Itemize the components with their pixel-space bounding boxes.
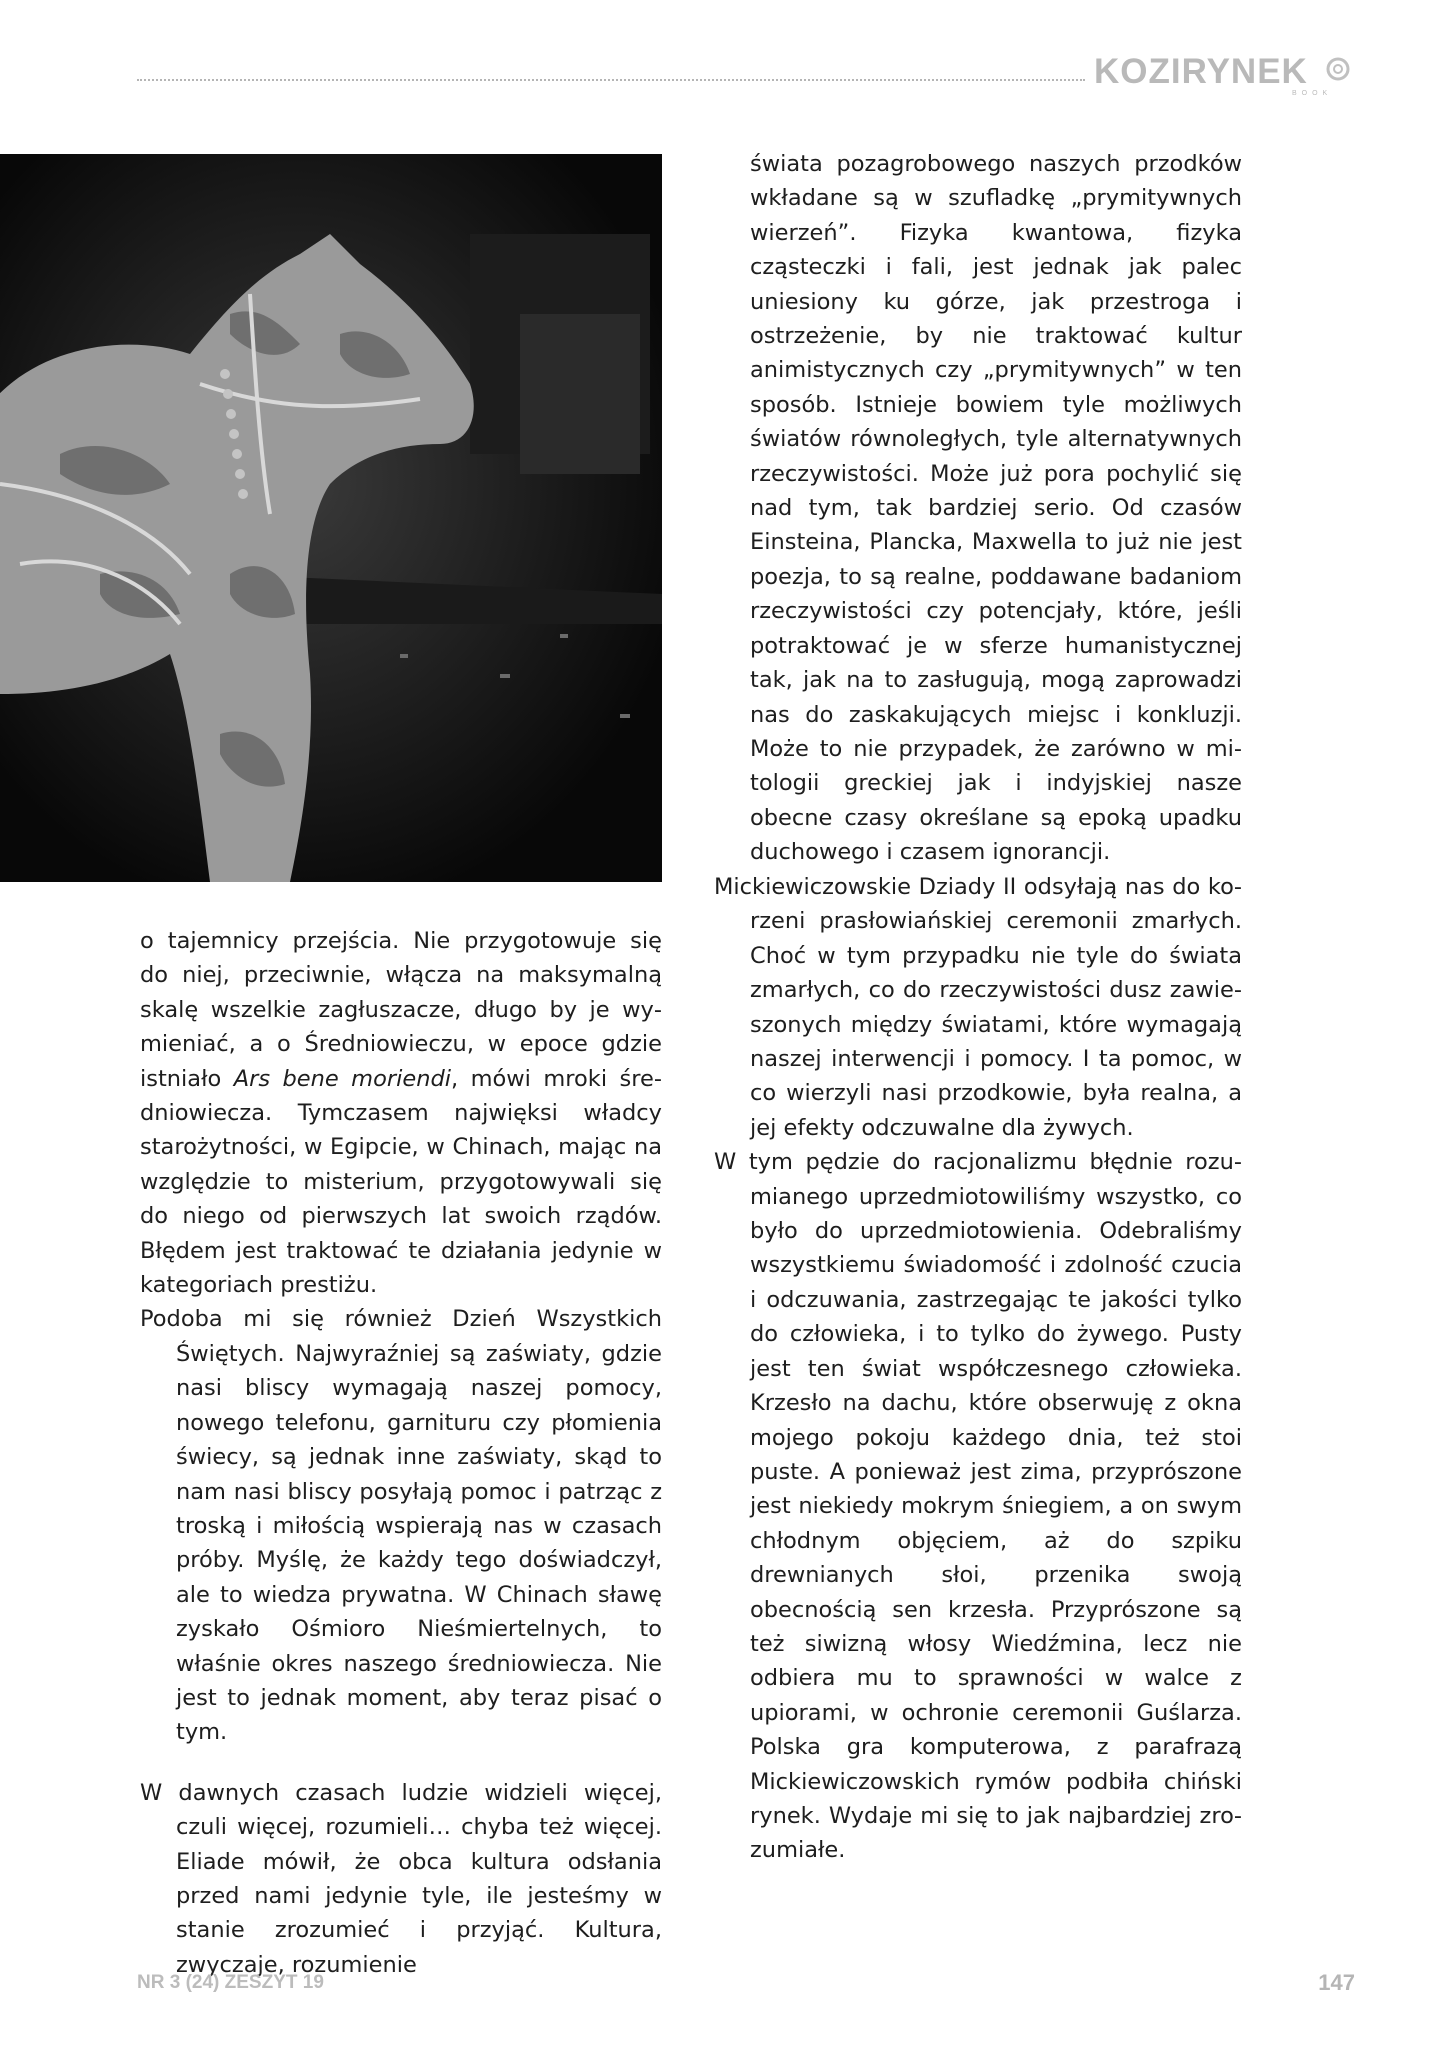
paragraph-continuation: o tajemnicy przejścia. Nie przygotowuje się do niej, przeciwnie, włącza na maksymalną skalę wszelkie zagłuszacze, długo by je wymieniać, a o Średniowieczu, w epoce gdzie istniało Ars bene moriendi, mówi mroki średniowiecza. Tymczasem najwięksi władcy starożytności, w Egipcie, w Chinach, mając na względzie to misterium, przygotowywali się do niego od pierwszych lat swoich rządów. Błędem jest traktować te działania jedynie w kategoriach prestiżu. bbox=[140, 928, 662, 1299]
paragraph: W dawnych czasach ludzie widzieli więcej, czuli więcej, rozumieli… chyba też więcej. Eliade mówił, że obca kultura odsłania przed nami jedynie tyle, ile jesteśmy w stanie zrozumieć i przyjąć. Kultura, zwyczaje, rozumienie bbox=[140, 1779, 662, 1978]
paragraph: Podoba mi się również Dzień Wszystkich Świętych. Najwyraźniej są zaświaty, gdzie nasi bliscy wymagają naszej pomocy, nowego telefonu, garnituru czy płomienia świecy, są jednak inne zaświaty, skąd to nam nasi bliscy posyłają pomoc i patrząc z troską i miłością wspierają nas w czasach próby. Myślę, że każdy tego doświadczył, ale to wiedza prywatna. W Chinach sławę zyskało Ośmioro Nieśmiertelnych, to właśnie okres naszego średniowiecza. Nie jest to jednak moment, aby teraz pisać o tym. bbox=[140, 1306, 662, 1746]
horse-illustration bbox=[0, 154, 662, 882]
column-left bbox=[140, 924, 662, 1982]
column-right-bottom bbox=[714, 870, 1242, 1868]
paragraph: Mickiewiczowskie Dziady II odsyłają nas do korzeni prasłowiańskiej ceremonii zmarłych. Choć w tym przypadku nie tyle do świata zmarłych, co do rzeczywistości dusz zawieszonych między światami, które wymagają naszej interwencji i pomocy. I ta pomoc, w co wierzyli nasi przodkowie, była realna, a jej efekty odczuwalne dla żywych. bbox=[714, 874, 1242, 1141]
gear-icon bbox=[1325, 56, 1351, 82]
header-dotted-rule bbox=[137, 79, 1085, 81]
column-right-top bbox=[750, 147, 1242, 870]
horse-photo bbox=[0, 154, 662, 882]
logo-text: KOZIRYNEK bbox=[1094, 52, 1308, 91]
paragraph: W tym pędzie do racjonalizmu błędnie rozumianego uprzedmiotowiliśmy wszystko, co było do uprzedmiotowienia. Odebraliśmy wszystkiemu świadomość i zdolność czucia i odczuwania, zastrzegając te jakości tylko do człowieka, i to tylko do żywego. Pusty jest ten świat współczesnego człowieka. Krzesło na dachu, które obserwuję z okna mojego pokoju każdego dnia, też stoi puste. A ponieważ jest zima, przyprószone jest niekiedy mokrym śniegiem, a on swym chłodnym objęciem, aż do szpiku drewnianych słoi, przenika swoją obecnością sen krzesła. Przyprószone są też siwizną włosy Wiedźmina, lecz nie odbiera mu to sprawności w walce z upiorami, w ochronie ceremonii Guślarza. Polska gra komputerowa, z parafrazą Mickiewiczowskich rymów podbiła chiński rynek. Wydaje mi się to jak najbardziej zrozumiałe. bbox=[714, 1149, 1242, 1864]
footer-issue: NR 3 (24) ZESZYT 19 bbox=[137, 1972, 324, 1993]
paragraph: świata pozagrobowego naszych przodków wkładane są w szufladkę „prymitywnych wierzeń”. Fizyka kwantowa, fizyka cząsteczki i fali, jest jednak jak palec uniesiony ku górze, jak przestroga i ostrzeżenie, by nie traktować kultur animistycznych czy „prymitywnych” w ten sposób. Istnieje bowiem tyle możliwych światów równoległych, tyle alternatywnych rzeczywistości. Może już pora pochylić się nad tym, tak bardziej serio. Od czasów Einsteina, Plancka, Maxwella to już nie jest poezja, to są realne, poddawane badaniom rzeczywistości czy potencjały, które, jeśli potraktować je w sferze humanistycznej tak, jak na to zasługują, mogą zaprowadzi nas do zaskakujących miejsc i konkluzji. Może to nie przypadek, że zarówno w mitologii greckiej jak i indyjskiej nasze obecne czasy określane są epoką upadku duchowego i czasem ignorancji. bbox=[750, 151, 1242, 866]
page-number: 147 bbox=[1318, 1970, 1355, 1995]
magazine-logo bbox=[1094, 52, 1333, 98]
latin-phrase: Ars bene moriendi bbox=[233, 1065, 451, 1092]
logo-subtitle: BOOK bbox=[1292, 90, 1333, 97]
